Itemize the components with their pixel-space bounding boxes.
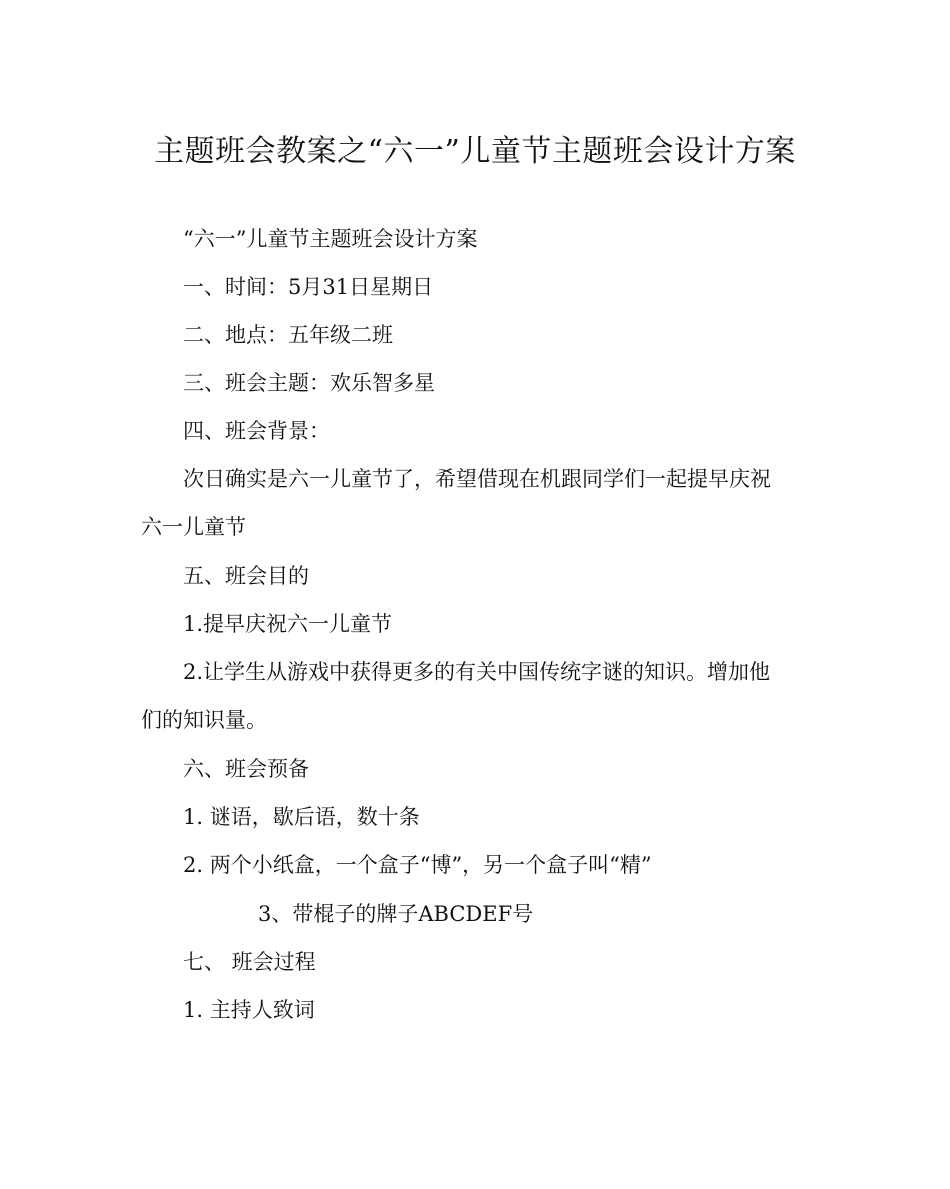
location-line: 二、地点：五年级二班 bbox=[183, 323, 393, 347]
purpose-item-2-line-1: 2.让学生从游戏中获得更多的有关中国传统字谜的知识。增加他 bbox=[183, 660, 771, 684]
purpose-item-1: 1.提早庆祝六一儿童节 bbox=[183, 612, 393, 636]
process-heading: 七、 班会过程 bbox=[183, 950, 316, 974]
background-heading: 四、班会背景： bbox=[183, 419, 330, 443]
process-item-1: 1. 主持人致词 bbox=[183, 998, 315, 1022]
preparation-item-3: 3、带棍子的牌子ABCDEF号 bbox=[258, 902, 534, 926]
background-text-line-1: 次日确实是六一儿童节了，希望借现在机跟同学们一起提早庆祝 bbox=[183, 467, 771, 491]
purpose-heading: 五、班会目的 bbox=[183, 564, 309, 588]
preparation-item-1: 1. 谜语，歇后语，数十条 bbox=[183, 805, 420, 829]
purpose-item-2-line-2: 们的知识量。 bbox=[141, 708, 267, 732]
background-text-line-2: 六一儿童节 bbox=[141, 515, 246, 539]
preparation-heading: 六、班会预备 bbox=[183, 757, 309, 781]
subtitle-line: “六一”儿童节主题班会设计方案 bbox=[183, 227, 478, 251]
document-title: 主题班会教案之“六一”儿童节主题班会设计方案 bbox=[154, 134, 796, 169]
preparation-item-2: 2. 两个小纸盒，一个盒子“博”，另一个盒子叫“精” bbox=[183, 853, 652, 877]
theme-line: 三、班会主题：欢乐智多星 bbox=[183, 371, 435, 395]
time-line: 一、时间：5月31日星期日 bbox=[183, 275, 434, 299]
